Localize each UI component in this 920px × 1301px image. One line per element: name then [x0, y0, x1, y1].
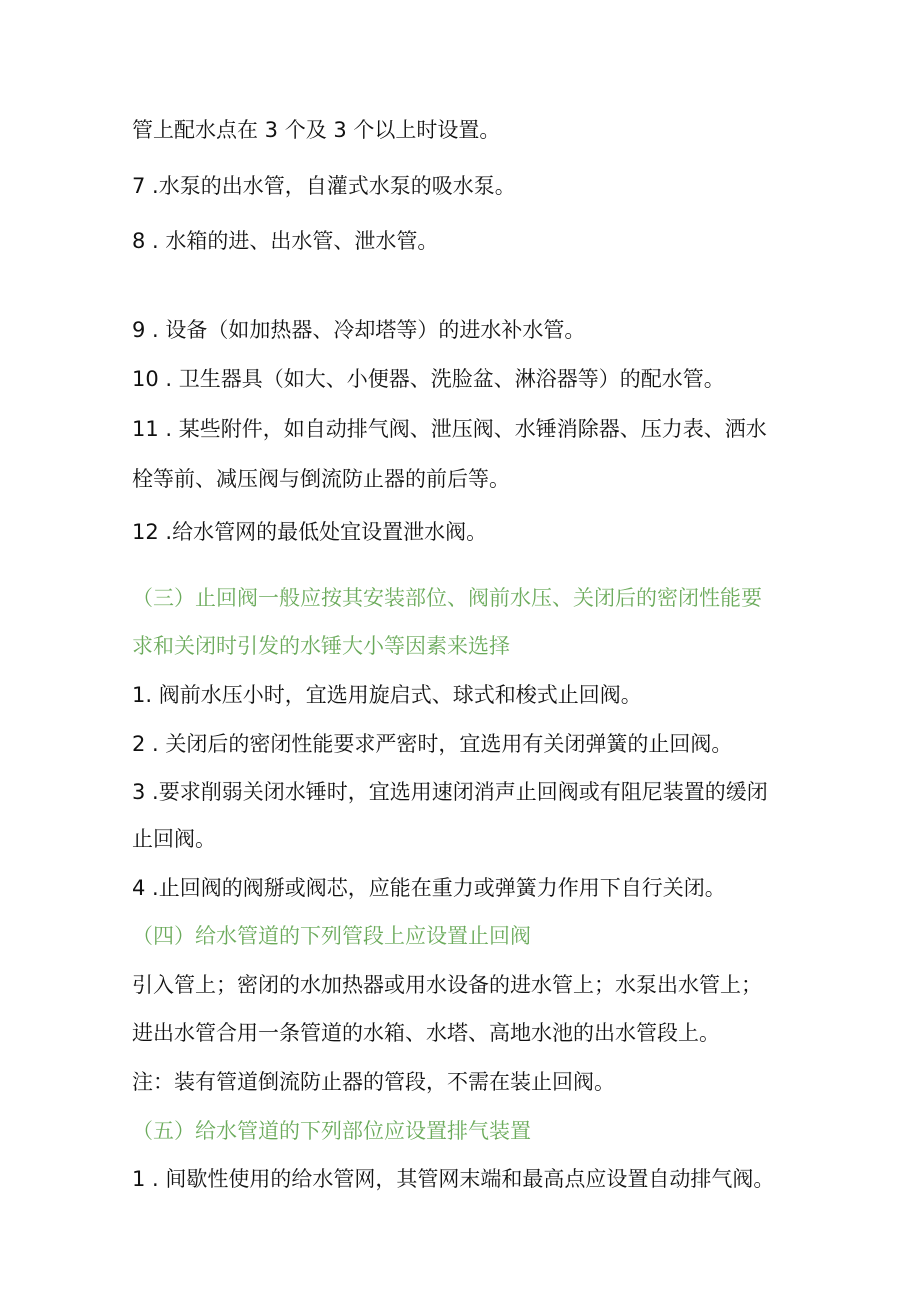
list-item-7: 7 .水泵的出水管，自灌式水泵的吸水泵。 [132, 174, 516, 198]
list-item-1: 1. 阀前水压小时，宜选用旋启式、球式和梭式止回阀。 [132, 683, 642, 707]
list-item-3: 3 .要求削弱关闭水锤时，宜选用速闭消声止回阀或有阻尼装置的缓闭 [132, 780, 768, 804]
list-item-4: 4 .止回阀的阀掰或阀芯，应能在重力或弹簧力作用下自行关闭。 [132, 876, 726, 900]
list-item-1: 1 . 间歇性使用的给水管网，其管网末端和最高点应设置自动排气阀。 [132, 1167, 775, 1191]
list-item-8: 8 . 水箱的进、出水管、泄水管。 [132, 229, 439, 253]
text-line: 管上配水点在 3 个及 3 个以上时设置。 [132, 118, 501, 142]
section-heading-3: （三）止回阀一般应按其安装部位、阀前水压、关闭后的密闭性能要 [132, 586, 762, 610]
list-item-3-continued: 止回阀。 [132, 827, 216, 851]
paragraph-line: 进出水管合用一条管道的水箱、水塔、高地水池的出水管段上。 [132, 1021, 720, 1045]
section-heading-5: （五）给水管道的下列部位应设置排气装置 [132, 1119, 531, 1143]
list-item-12: 12 .给水管网的最低处宜设置泄水阀。 [132, 520, 488, 544]
list-item-10: 10 . 卫生器具（如大、小便器、洗脸盆、淋浴器等）的配水管。 [132, 367, 725, 391]
list-item-9: 9 . 设备（如加热器、冷却塔等）的进水补水管。 [132, 318, 586, 342]
paragraph-line: 引入管上；密闭的水加热器或用水设备的进水管上；水泵出水管上； [132, 973, 762, 997]
note-line: 注：装有管道倒流防止器的管段，不需在装止回阀。 [132, 1070, 615, 1094]
list-item-11: 11 . 某些附件，如自动排气阀、泄压阀、水锤消除器、压力表、洒水 [132, 417, 767, 441]
list-item-2: 2 . 关闭后的密闭性能要求严密时，宜选用有关闭弹簧的止回阀。 [132, 732, 733, 756]
section-heading-3-continued: 求和关闭时引发的水锤大小等因素来选择 [132, 634, 510, 658]
list-item-11-continued: 栓等前、减压阀与倒流防止器的前后等。 [132, 467, 510, 491]
section-heading-4: （四）给水管道的下列管段上应设置止回阀 [132, 924, 531, 948]
